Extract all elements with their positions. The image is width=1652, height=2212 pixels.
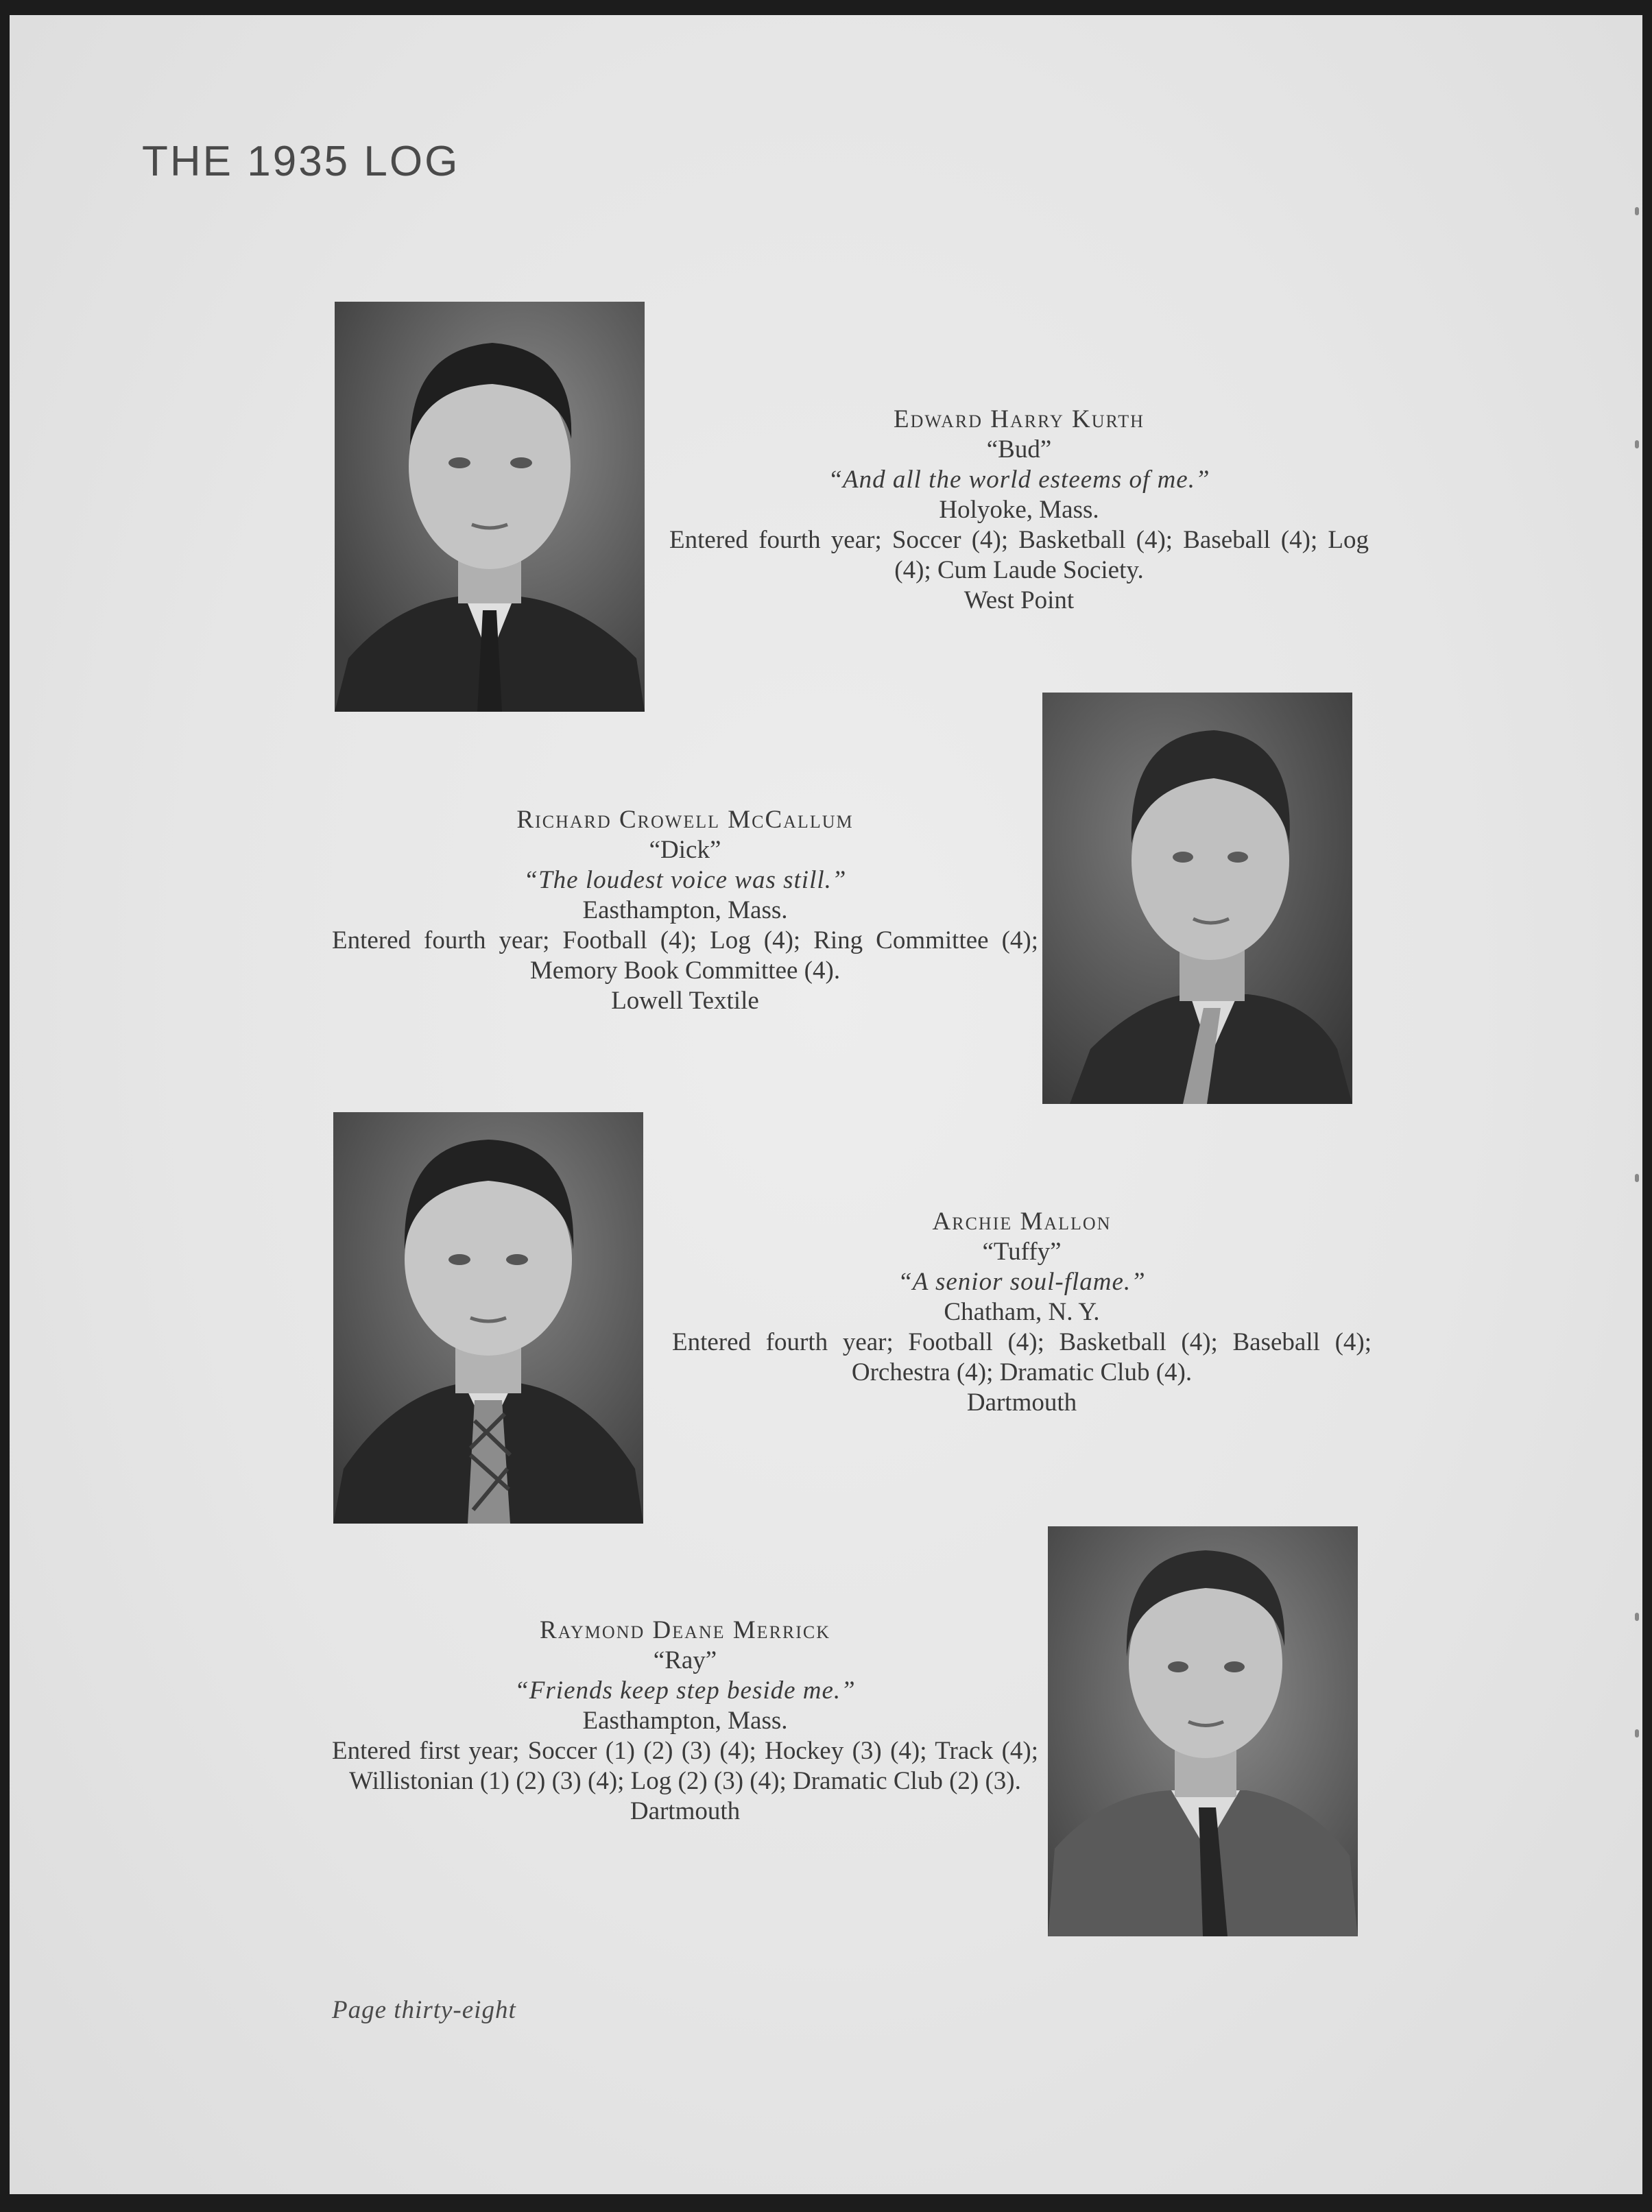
senior-nickname: “Tuffy” (982, 1238, 1062, 1266)
senior-name: Richard Crowell McCallum (516, 806, 854, 834)
senior-motto: “Friends keep step beside me.” (514, 1676, 856, 1705)
senior-college: Dartmouth (966, 1388, 1077, 1417)
binding-mark (1635, 1613, 1639, 1621)
portrait-photo-kurth (335, 302, 645, 712)
senior-activities: Entered fourth year; Football (4); Log (4); Ring Committee (4); Memory Book Committee (4). (332, 926, 1038, 985)
senior-hometown: Easthampton, Mass. (582, 1707, 788, 1735)
senior-activities: Entered first year; Soccer (1) (2) (3) (4); Hockey (3) (4); Track (4); Willistonian (1) (2) (3) (4); Log (2) (3) (4); Dramatic Club (2) (3). (332, 1737, 1038, 1795)
senior-motto: “The loudest voice was still.” (523, 866, 847, 894)
senior-entry-mallon (672, 1207, 1372, 1418)
senior-college: West Point (963, 586, 1075, 614)
senior-name: Raymond Deane Merrick (539, 1616, 831, 1644)
binding-mark (1635, 207, 1639, 215)
senior-nickname: “Dick” (649, 836, 721, 864)
portrait-photo-merrick (1048, 1526, 1358, 1936)
senior-entry-merrick (332, 1615, 1038, 1827)
senior-hometown: Chatham, N. Y. (944, 1298, 1100, 1326)
senior-hometown: Holyoke, Mass. (939, 496, 1099, 524)
senior-entry-mccallum (332, 805, 1038, 1016)
senior-name: Archie Mallon (932, 1207, 1112, 1236)
senior-name: Edward Harry Kurth (894, 405, 1145, 433)
senior-motto: “And all the world esteems of me.” (828, 466, 1210, 494)
senior-college: Lowell Textile (611, 987, 759, 1015)
binding-mark (1635, 440, 1639, 448)
senior-motto: “A senior soul-flame.” (898, 1268, 1146, 1296)
portrait-photo-mallon (333, 1112, 643, 1524)
binding-mark (1635, 1729, 1639, 1738)
portrait-photo-mccallum (1042, 693, 1352, 1104)
senior-nickname: “Bud” (986, 435, 1052, 464)
page-number: Page thirty-eight (332, 1996, 516, 2024)
senior-entry-kurth (669, 405, 1369, 616)
senior-activities: Entered fourth year; Football (4); Basketball (4); Baseball (4); Orchestra (4); Dramatic Club (4). (672, 1328, 1372, 1386)
running-head: THE 1935 LOG (142, 138, 460, 185)
senior-nickname: “Ray” (653, 1646, 717, 1674)
senior-college: Dartmouth (630, 1797, 741, 1825)
binding-mark (1635, 1174, 1639, 1182)
senior-activities: Entered fourth year; Soccer (4); Basketball (4); Baseball (4); Log (4); Cum Laude Society. (669, 526, 1369, 584)
senior-hometown: Easthampton, Mass. (582, 896, 788, 924)
yearbook-page (10, 15, 1642, 2194)
